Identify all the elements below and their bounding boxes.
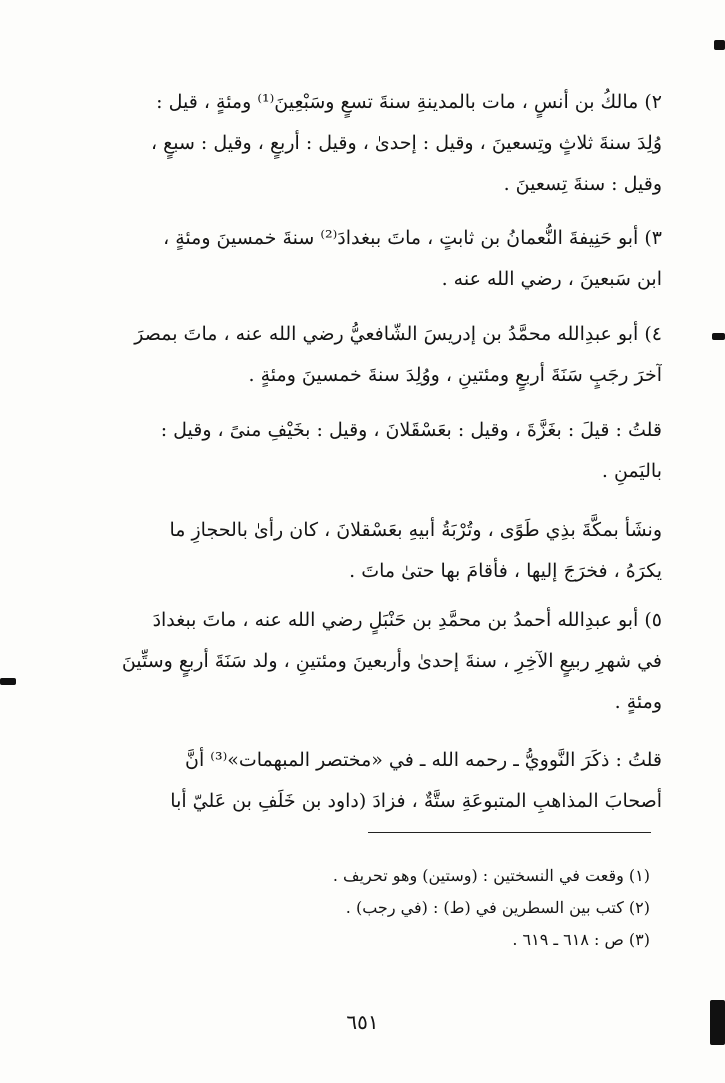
text-line: أصحابَ المذاهبِ المتبوعَةِ ستَّةٌ ، فزادَ (داود بن خَلَفِ بن عَليّ أبا <box>170 790 662 812</box>
text-line: ٤) أبو عبدِالله محمَّدُ بن إدريسَ الشّافعيُّ رضي الله عنه ، ماتَ بمصرَ <box>134 323 662 345</box>
footnote-divider <box>368 832 651 833</box>
text-line: ٥) أبو عبدِالله أحمدُ بن محمَّدِ بن حَنْبَلٍ رضي الله عنه ، ماتَ ببغدادَ <box>152 609 662 631</box>
text-line: ونشَأ بمكَّةَ بذِي طَوًى ، وتُرْبَةُ أبيهِ بعَسْقلانَ ، كان رأىٰ بالحجازِ ما <box>169 519 662 541</box>
scan-mark-right <box>712 333 725 340</box>
shafii-birthplace-note <box>62 410 662 492</box>
text-line: قلتُ : قيلَ : بغَزَّةَ ، وقيل : بعَسْقَلانَ ، وقيل : بخَيْفِ منىً ، وقيل : <box>160 419 662 441</box>
text-line: ٣) أبو حَنِيفةَ النُّعمانُ بن ثابتٍ ، ماتَ ببغدادَ⁽²⁾ سنةَ خمسينَ ومئةٍ ، <box>163 227 662 249</box>
text-line: يكرَهُ ، فخرَجَ إليها ، فأقامَ بها حتىٰ ماتَ . <box>349 560 662 582</box>
text-line: آخرَ رجَبٍ سَنَةَ أربعٍ ومئتينِ ، ووُلِدَ سنةَ خمسينَ ومئةٍ . <box>248 364 662 386</box>
text-line: وُلِدَ سنةَ ثلاثٍ وتِسعينَ ، وقيل : إحدىٰ ، وقيل : أربعٍ ، وقيل : سبعٍ ، <box>150 132 662 154</box>
scan-mark-left <box>0 678 16 685</box>
text-line: قلتُ : ذكَرَ النَّوويُّ ـ رحمه الله ـ في «مختصر المبهمات»⁽³⁾ أنَّ <box>185 749 662 771</box>
shafii-upbringing <box>62 510 662 592</box>
page-number: ٦٥١ <box>346 1010 379 1034</box>
footnote-2: (٢) كتب بين السطرين في (ط) : (في رجب) . <box>345 898 650 917</box>
text-line: وقيل : سنةَ تِسعينَ . <box>503 173 662 195</box>
footnotes <box>200 860 650 956</box>
footnote-1: (١) وقعت في النسختين : (وستين) وهو تحريف . <box>332 866 650 885</box>
text-line: ابن سَبعينَ ، رضي الله عنه . <box>441 268 662 290</box>
entry-malik <box>62 82 662 205</box>
text-line: ومئةٍ . <box>614 691 662 713</box>
entry-abu-hanifa <box>62 218 662 300</box>
entry-shafii <box>62 314 662 396</box>
nawawi-note <box>62 740 662 822</box>
scan-mark-top-right <box>714 40 725 50</box>
footnote-3: (٣) ص : ٦١٨ ـ ٦١٩ . <box>512 930 650 949</box>
entry-ahmad <box>62 600 662 723</box>
text-line: في شهرِ ربيعٍ الآخِرِ ، سنةَ إحدىٰ وأربعينَ ومئتينِ ، ولد سَنَةَ أربعٍ وستِّينَ <box>121 650 662 672</box>
text-line: باليَمنِ . <box>601 460 662 482</box>
text-line: ٢) مالكُ بن أنسٍ ، مات بالمدينةِ سنةَ تسعٍ وسَبْعِينَ⁽¹⁾ ومئةٍ ، قيل : <box>156 91 662 113</box>
